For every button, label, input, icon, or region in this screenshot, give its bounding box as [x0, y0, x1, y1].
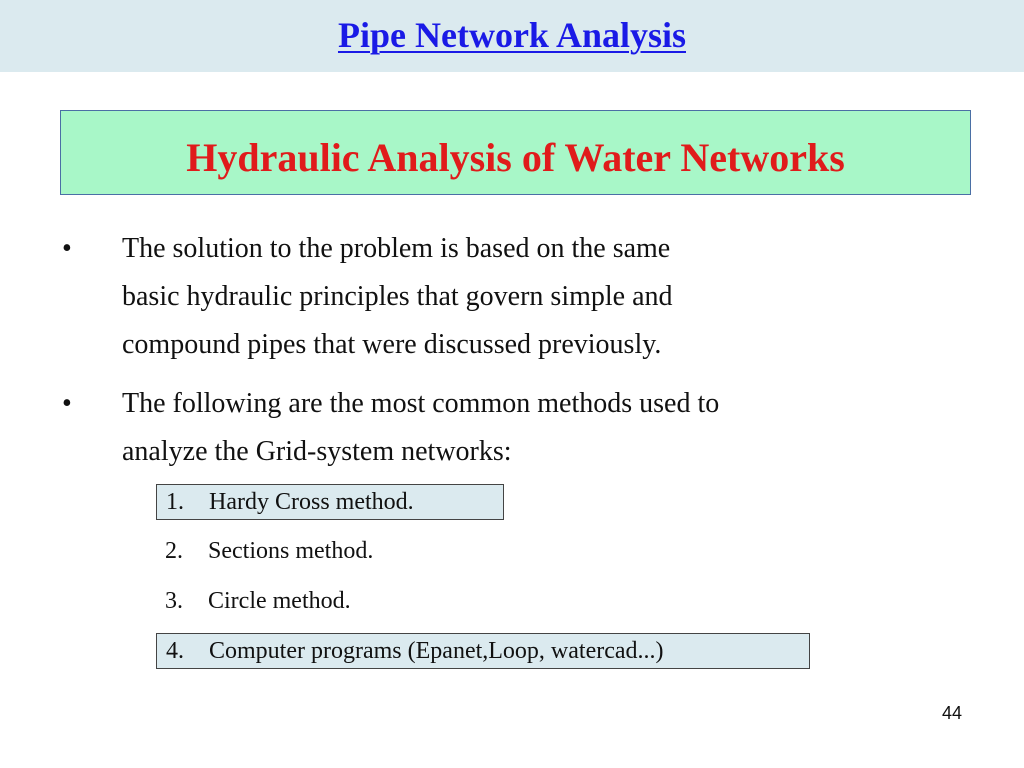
bullet-marker: • — [62, 388, 72, 419]
method-number: 2. — [165, 538, 183, 564]
bullet-text-line: analyze the Grid-system networks: — [122, 436, 512, 467]
method-label: Computer programs (Epanet,Loop, watercad...) — [209, 638, 664, 664]
method-number: 3. — [165, 588, 183, 614]
method-item-sections — [156, 534, 476, 570]
method-item-hardy-cross — [156, 484, 504, 520]
method-label: Circle method. — [208, 588, 351, 614]
method-item-circle — [156, 584, 476, 620]
slide-title-box — [60, 110, 971, 195]
method-item-computer-programs — [156, 633, 810, 669]
bullet-text-line: The solution to the problem is based on the same — [122, 233, 671, 264]
bullet-text-line: The following are the most common methods used to — [122, 388, 720, 419]
bullet-text-line: compound pipes that were discussed previously. — [122, 329, 662, 360]
bullet-text-line: basic hydraulic principles that govern simple and — [122, 281, 673, 312]
method-number: 1. — [166, 489, 184, 515]
page-number: 44 — [941, 703, 962, 723]
slide-header-title[interactable]: Pipe Network Analysis — [337, 15, 686, 55]
bullet-marker: • — [62, 233, 72, 264]
slide-title: Hydraulic Analysis of Water Networks — [186, 135, 845, 180]
method-label: Sections method. — [208, 538, 374, 564]
method-label: Hardy Cross method. — [209, 489, 414, 515]
method-number: 4. — [166, 638, 184, 664]
